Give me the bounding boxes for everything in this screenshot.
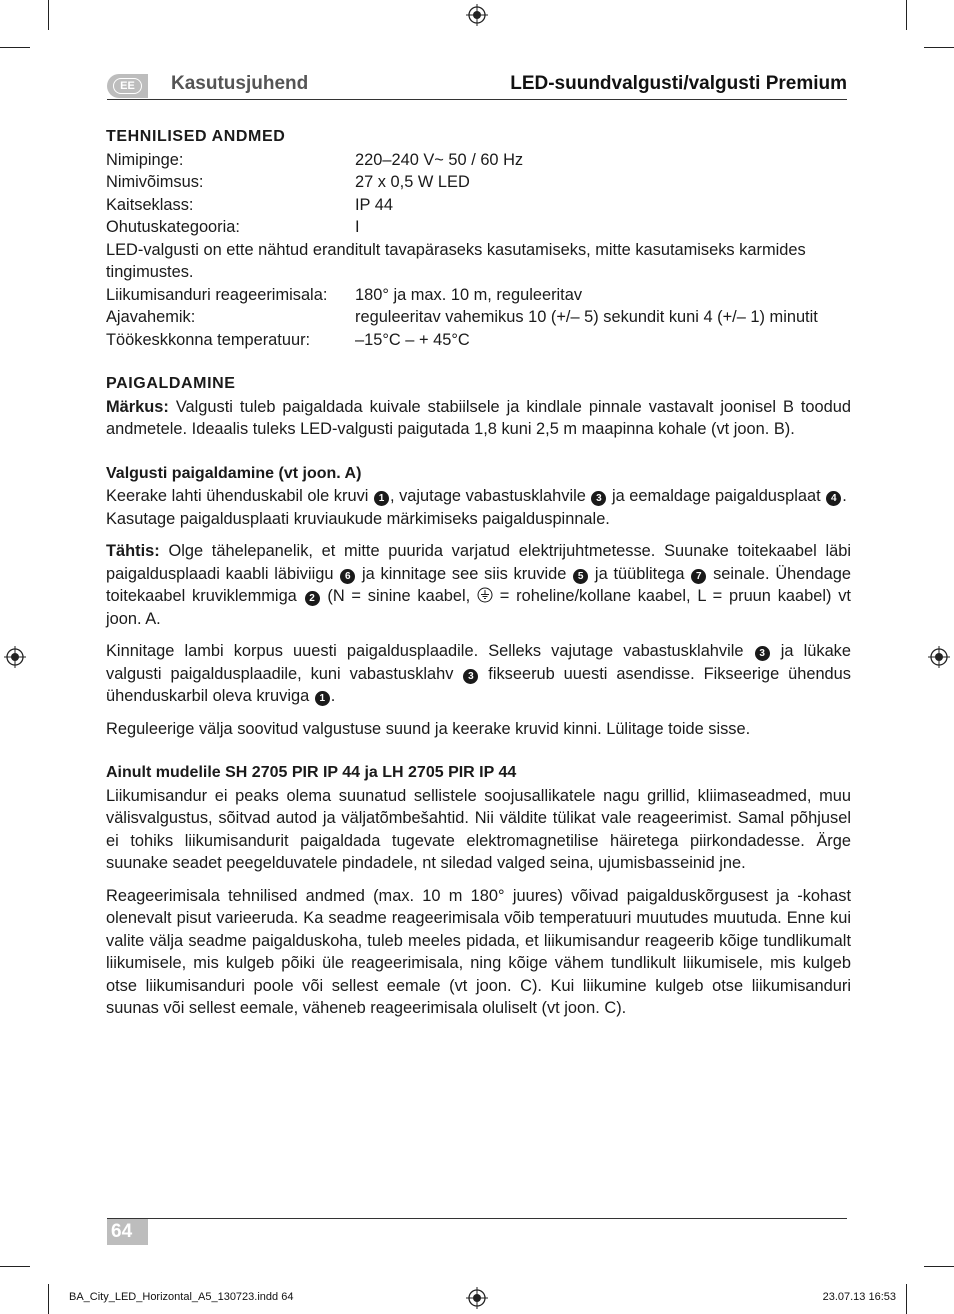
important-label: Tähtis: <box>106 542 160 560</box>
text-run: . Kasutage paigaldusplaati kruviaukude märkimiseks paigalduspinnale. <box>106 487 847 528</box>
tech-heading: TEHNILISED ANDMED <box>106 128 286 145</box>
spec-list <box>106 149 851 239</box>
ground-symbol-icon <box>477 587 493 603</box>
spec-row <box>106 306 851 329</box>
usage-note: LED-valgusti on ette nähtud eranditult tavapäraseks kasutamiseks, mitte kasutamiseks karmides tingimustes. <box>106 240 806 281</box>
text-run: (N = sinine kaabel, <box>320 587 478 605</box>
note-text: Valgusti tuleb paigaldada kuivale stabiilsele ja kindlale pinnale vastavalt joonisel B toodud andmetele. Ideaalis tuleks LED-valgusti paigutada 1,8 kuni 2,5 m maapinna kohale (vt joon. B). <box>106 397 851 438</box>
install-note <box>106 396 851 441</box>
pir-paragraph-2: Reageerimisala tehnilised andmed (max. 10 m 180° juures) võivad paigalduskõrgusest ja -kohast olenevalt pisut varieeruda. Ka seadme reageerimisala võib temperatuuri muutudes muutuda. Enne kui valite välja seadme paigalduskoha, tuleb meeles pidada, et liikumisandur reageerib kõige tundlikumalt liikumisele, mis kulgeb põiki üle reageerimisala, ning kõige vähem tundlikult liikumisele, mis kulgeb otse liikumisanduri poole või sellest eemale (vt joon. C). Kui liikumine kulgeb otse liikumisanduri suunas või sellest eemale, väheneb reageerimisala oluliselt (vt joon. C). <box>106 886 851 1017</box>
crop-mark <box>48 0 49 30</box>
crop-mark <box>924 1266 954 1267</box>
spec-value: reguleeritav vahemikus 10 (+/– 5) sekundit kuni 4 (+/– 1) minutit <box>355 308 818 326</box>
callout-number: 7 <box>691 569 706 584</box>
callout-number: 2 <box>305 591 320 606</box>
text-run: seinale. Ühendage toitekaabel kruviklemmiga <box>106 564 851 605</box>
note-label: Märkus: <box>106 397 169 416</box>
mount-paragraph-3: Reguleerige välja soovitud valgustuse suund ja keerake kruvid kinni. Lülitage toide sisse. <box>106 719 751 738</box>
callout-number: 1 <box>374 491 389 506</box>
spec-row <box>106 149 851 172</box>
mount-paragraph-2 <box>106 640 851 708</box>
callout-number: 3 <box>463 669 478 684</box>
spec-row <box>106 329 851 352</box>
slug-filename: BA_City_LED_Horizontal_A5_130723.indd 64 <box>69 1291 294 1303</box>
install-heading: PAIGALDAMINE <box>106 375 236 392</box>
text-run: ja tüüblitega <box>589 564 691 583</box>
spec-row <box>106 171 851 194</box>
text-run: . <box>330 687 336 705</box>
language-code: EE <box>113 78 142 94</box>
spec-value: –15°C – + 45°C <box>355 330 470 349</box>
spec-label: Liikumisanduri reageerimisala: <box>106 285 328 304</box>
registration-mark-icon <box>466 4 488 26</box>
spec-value: IP 44 <box>355 195 393 214</box>
text-run: ja eemaldage paigaldusplaat <box>607 487 826 505</box>
spec-row <box>106 216 851 239</box>
spec-label: Kaitseklass: <box>106 195 194 214</box>
slug-date: 23.07.13 16:53 <box>822 1291 896 1303</box>
spec-label: Ajavahemik: <box>106 308 196 326</box>
page-number: 64 <box>107 1219 148 1245</box>
callout-number: 3 <box>755 646 770 661</box>
section-title: Kasutusjuhend <box>171 73 309 94</box>
mount-paragraph-1 <box>106 485 851 530</box>
crop-mark <box>924 47 954 48</box>
crop-mark <box>906 0 907 30</box>
product-title: LED-suundvalgusti/valgusti Premium <box>510 73 847 94</box>
text-run: fikseerub uuesti asendisse. Fikseerige ühendus ühenduskarbil oleva kruviga <box>106 664 851 705</box>
page-content <box>106 126 851 1020</box>
callout-number: 4 <box>826 491 841 506</box>
text-run: ja lükake valgusti paigaldusplaadile, kuni vabastusklahv <box>106 642 851 683</box>
text-run: Olge tähelepanelik, et mitte puurida varjatud elektrijuhtmetesse. Suunake toitekaabel läbi paigaldusplaadi kaabli läbiviigu <box>106 542 851 583</box>
spec-label: Ohutuskategooria: <box>106 218 240 236</box>
registration-mark-icon <box>928 646 950 668</box>
header-rule <box>107 99 847 100</box>
spec-label: Nimipinge: <box>106 150 184 169</box>
text-run: Keerake lahti ühenduskabil ole kruvi <box>106 487 373 505</box>
text-run: Kinnitage lambi korpus uuesti paigaldusplaadile. Selleks vajutage vabastusklahvile <box>106 642 754 660</box>
text-run: , vajutage vabastusklahvile <box>389 487 591 505</box>
spec-label: Nimivõimsus: <box>106 173 204 191</box>
callout-number: 1 <box>315 691 330 706</box>
spec-label: Töökeskkonna temperatuur: <box>106 330 311 349</box>
crop-mark <box>0 1266 30 1267</box>
text-run: ja kinnitage see siis kruvide <box>356 564 573 583</box>
important-paragraph <box>106 540 851 630</box>
text-run: = roheline/kollane kaabel, L = pruun kaabel) vt joon. A. <box>106 587 851 628</box>
spec-value: 27 x 0,5 W LED <box>355 173 470 191</box>
pir-paragraph-1: Liikumisandur ei peaks olema suunatud sellistele soojusallikatele nagu grillid, kliimaseadmed, muu välisvalgustus, sõitvad autod ja väljatõmbešahtid. Nii väldite tülikat vale reageerimist. Samal põhjusel ei tohiks liikumisandurit paigaldada tugevate elektromagnetilise häiretega piirkondadesse. Ärge suunake seadet peegelduvatele pindadele, nt siledad valged seina, ujumisbasseinid jne. <box>106 786 851 872</box>
spec-row <box>106 284 851 307</box>
footer-rule <box>107 1218 847 1219</box>
callout-number: 3 <box>591 491 606 506</box>
mount-heading: Valgusti paigaldamine (vt joon. A) <box>106 464 362 482</box>
spec-value: 220–240 V~ 50 / 60 Hz <box>355 150 524 169</box>
spec-list-2 <box>106 284 851 352</box>
spec-row <box>106 194 851 217</box>
crop-mark <box>906 1284 907 1314</box>
spec-value: 180° ja max. 10 m, reguleeritav <box>355 285 583 304</box>
pir-heading: Ainult mudelile SH 2705 PIR IP 44 ja LH 2705 PIR IP 44 <box>106 764 517 781</box>
crop-mark <box>48 1284 49 1314</box>
spec-value: I <box>355 218 360 236</box>
callout-number: 6 <box>340 569 355 584</box>
callout-number: 5 <box>573 569 588 584</box>
registration-mark-icon <box>4 646 26 668</box>
crop-mark <box>0 47 30 48</box>
registration-mark-icon <box>466 1287 488 1309</box>
language-badge <box>107 74 148 98</box>
